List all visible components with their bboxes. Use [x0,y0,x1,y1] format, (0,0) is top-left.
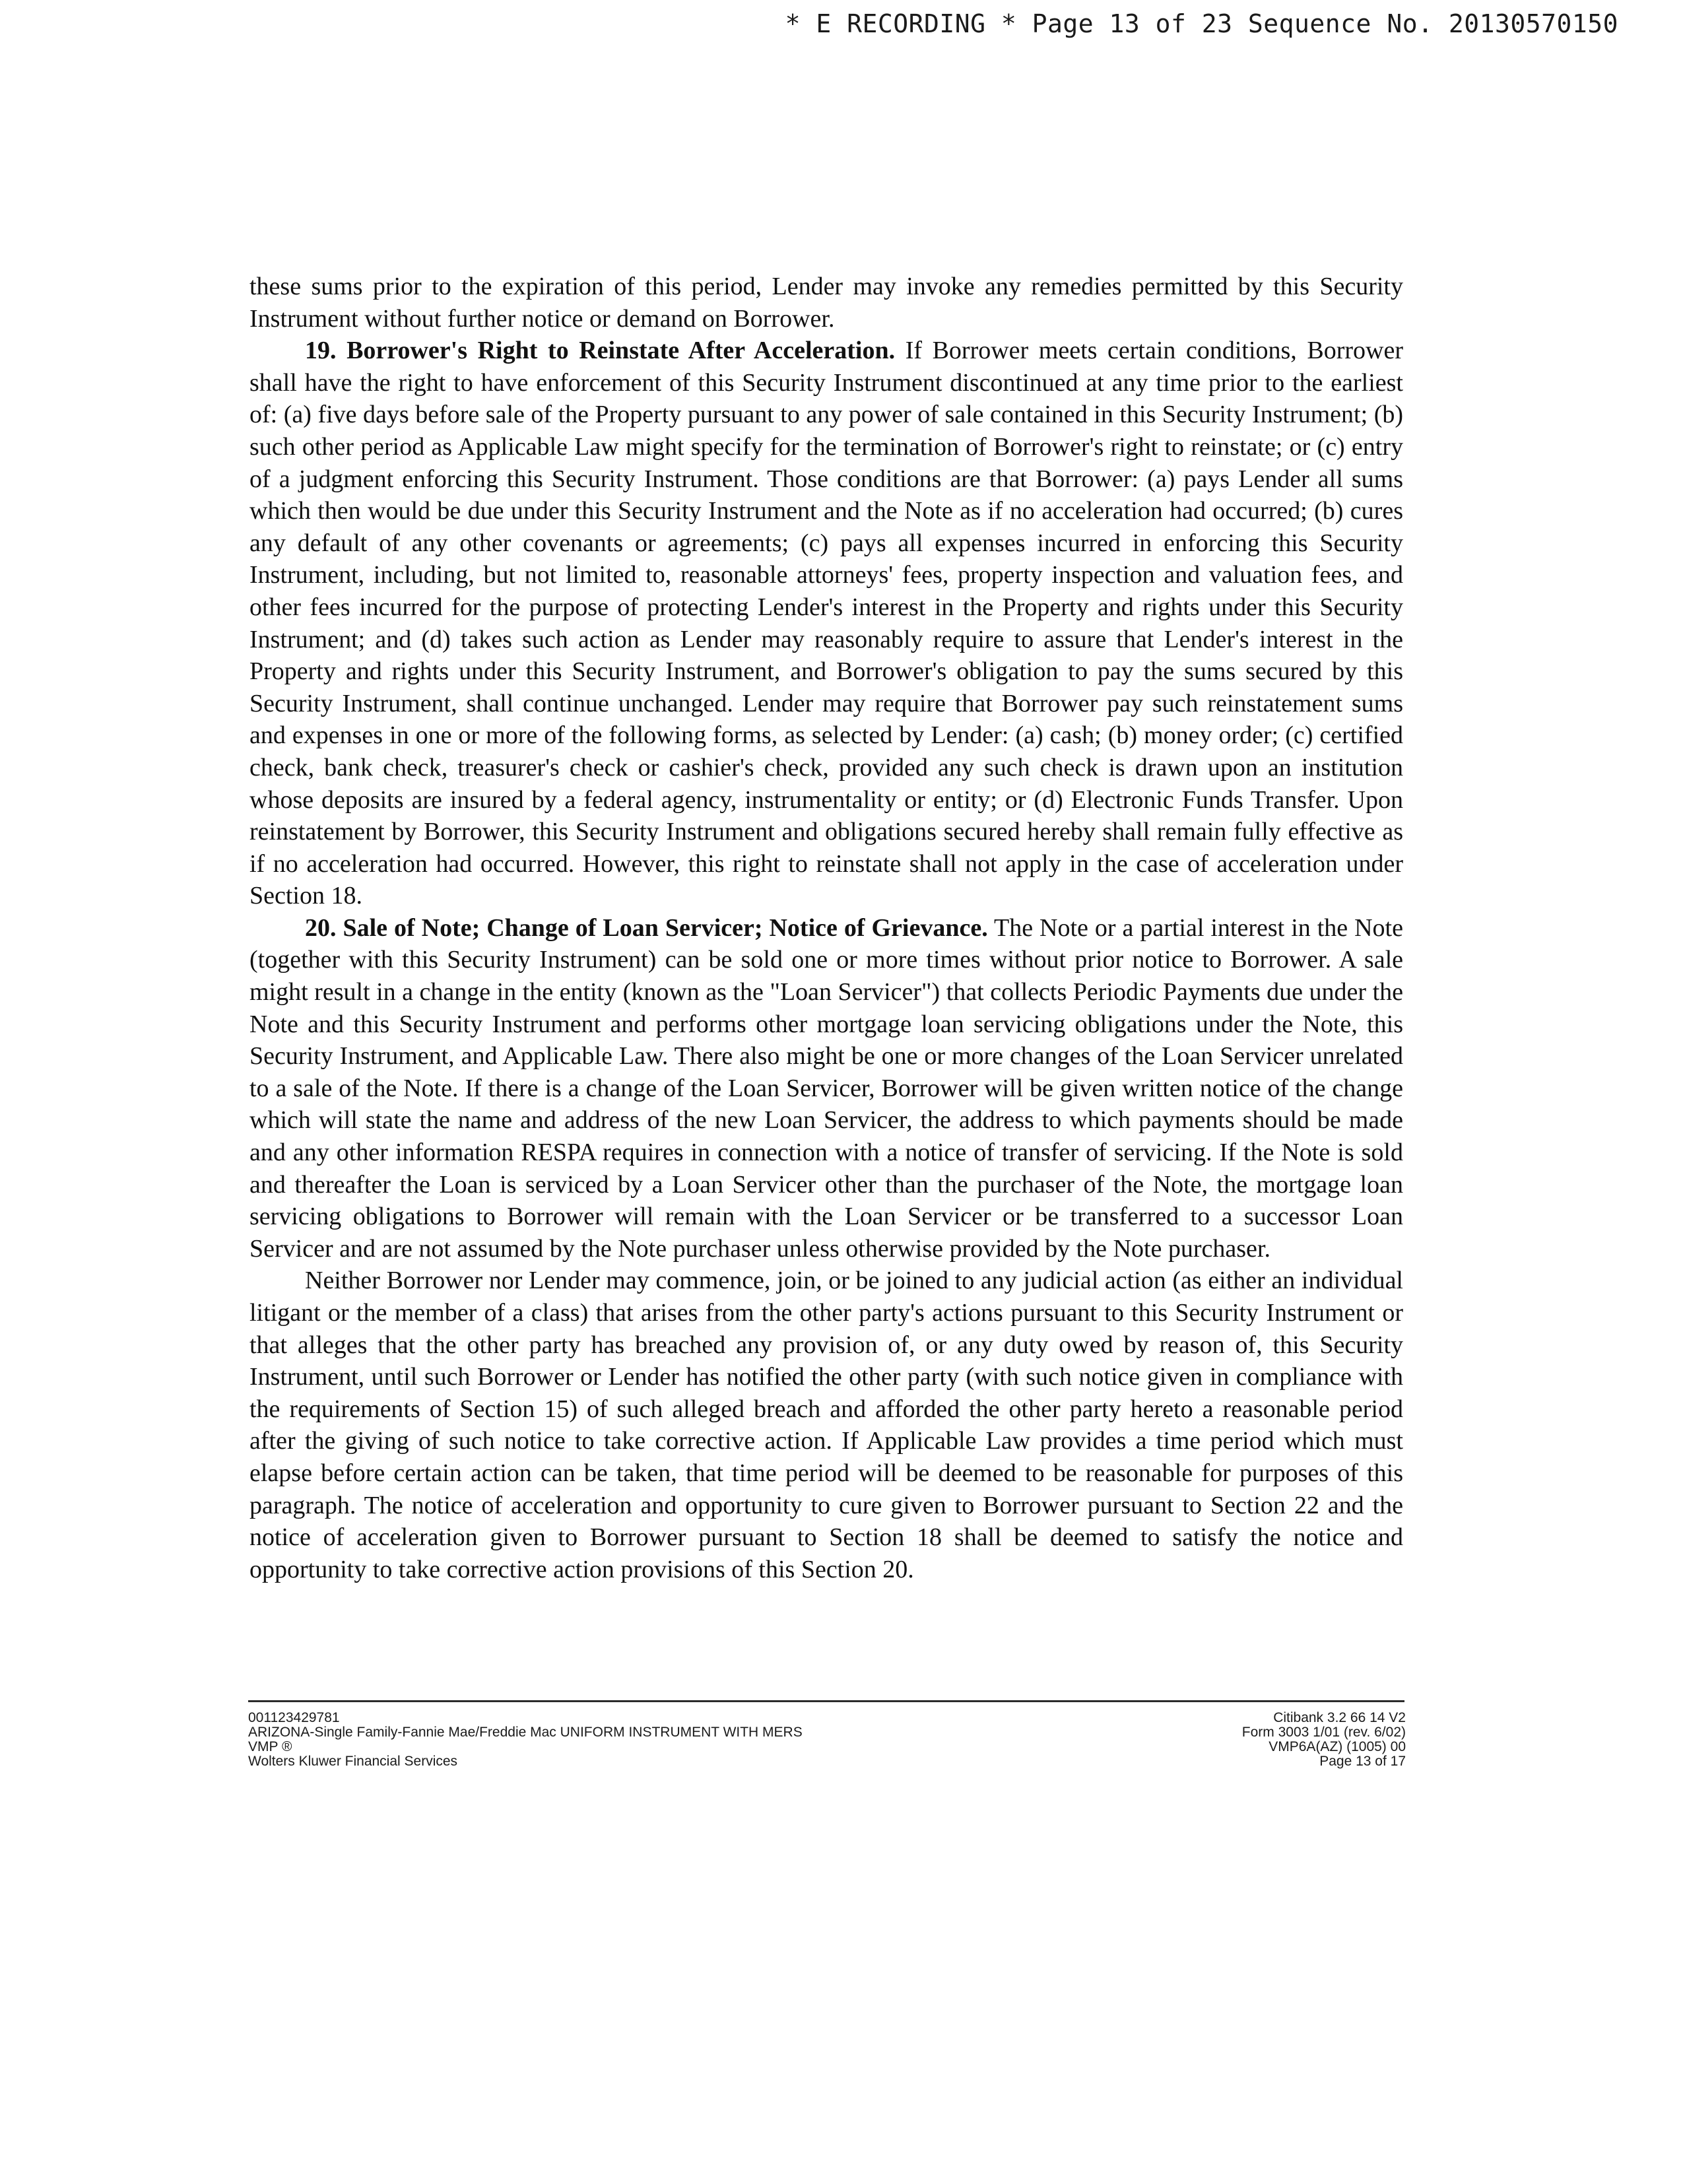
paragraph-continuation: these sums prior to the expiration of this period, Lender may invoke any remedies permitted by this Security Instrument without further notice or demand on Borrower. [249,273,1403,333]
section-19-heading: 19. Borrower's Right to Reinstate After Acceleration. [305,337,896,365]
section-19-text: If Borrower meets certain conditions, Borrower shall have the right to have enforcement of this Security Instrument discontinued at any time prior to the earliest of: (a) five days before sale of the Property pursuant to any power of sale contained in this Security Instrument; (b) such other period as Applicable Law might specify for the termination of Borrower's right to reinstate; or (c) entry of a judgment enforcing this Security Instrument. Those conditions are that Borrower: (a) pays Lender all sums which then would be due under this Security Instrument and the Note as if no acceleration had occurred; (b) cures any default of any other covenants or agreements; (c) pays all expenses incurred in enforcing this Security Instrument, including, but not limited to, reasonable attorneys' fees, property inspection and valuation fees, and other fees incurred for the purpose of protecting Lender's interest in the Property and rights under this Security Instrument; and (d) takes such action as Lender may reasonably require to assure that Lender's interest in the Property and rights under this Security Instrument, and Borrower's obligation to pay the sums secured by this Security Instrument, shall continue unchanged. Lender may require that Borrower pay such reinstatement sums and expenses in one or more of the following forms, as selected by Lender: (a) cash; (b) money order; (c) certified check, bank check, treasurer's check or cashier's check, provided any such check is drawn upon an institution whose deposits are insured by a federal agency, instrumentality or entity; or (d) Electronic Funds Transfer. Upon reinstatement by Borrower, this Security Instrument and obligations secured hereby shall remain fully effective as if no acceleration had occurred. However, this right to reinstate shall not apply in the case of acceleration under Section 18. [249,337,1403,910]
footer-divider [248,1700,1404,1702]
section-20-heading: 20. Sale of Note; Change of Loan Servicer; Notice of Grievance. [305,913,988,942]
lender-version: Citibank 3.2 66 14 V2 [1273,1710,1406,1725]
recording-header: * E RECORDING * Page 13 of 23 Sequence No. 20130570150 [785,9,1618,38]
footer-left-block [248,1711,803,1769]
document-body [249,271,1403,1585]
section-19 [249,335,1403,912]
vmp-mark: VMP ® [248,1739,292,1754]
publisher: Wolters Kluwer Financial Services [248,1754,458,1769]
section-20 [249,912,1403,1265]
section-20-grievance-paragraph: Neither Borrower nor Lender may commence, join, or be joined to any judicial action (as either an individual litigant or the member of a class) that arises from the other party's actions pursuant to this Security Instrument or that alleges that the other party has breached any provision of, or any duty owed by reason of, this Security Instrument, until such Borrower or Lender has notified the other party (with such notice given in compliance with the requirements of Section 15) of such alleged breach and afforded the other party hereto a reasonable period after the giving of such notice to take corrective action. If Applicable Law provides a time period which must elapse before certain action can be taken, that time period will be deemed to be reasonable for purposes of this paragraph. The notice of acceleration and opportunity to cure given to Borrower pursuant to Section 22 and the notice of acceleration given to Borrower pursuant to Section 18 shall be deemed to satisfy the notice and opportunity to take corrective action provisions of this Section 20. [249,1267,1403,1583]
section-20-text: The Note or a partial interest in the Note (together with this Security Instrument) can be sold one or more times without prior notice to Borrower. A sale might result in a change in the entity (known as the "Loan Servicer") that collects Periodic Payments due under the Note and this Security Instrument and performs other mortgage loan servicing obligations under the Note, this Security Instrument, and Applicable Law. There also might be one or more changes of the Loan Servicer unrelated to a sale of the Note. If there is a change of the Loan Servicer, Borrower will be given written notice of the change which will state the name and address of the new Loan Servicer, the address to which payments should be made and any other information RESPA requires in connection with a notice of transfer of servicing. If the Note is sold and thereafter the Loan is serviced by a Loan Servicer other than the purchaser of the Note, the mortgage loan servicing obligations to Borrower will remain with the Loan Servicer or be transferred to a successor Loan Servicer and are not assumed by the Note purchaser unless otherwise provided by the Note purchaser. [249,913,1403,1263]
footer-right-block [1242,1711,1406,1769]
form-description: ARIZONA-Single Family-Fannie Mae/Freddie Mac UNIFORM INSTRUMENT WITH MERS [248,1725,803,1740]
loan-number: 001123429781 [248,1710,340,1725]
form-page-number: Page 13 of 17 [1319,1754,1406,1769]
vmp-code: VMP6A(AZ) (1005) 00 [1269,1739,1406,1754]
form-number: Form 3003 1/01 (rev. 6/02) [1241,1725,1406,1740]
